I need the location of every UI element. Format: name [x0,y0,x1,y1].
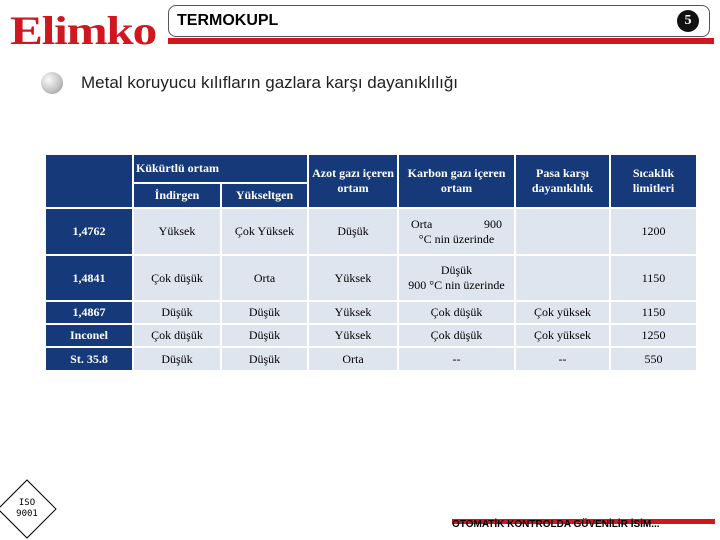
gas-resistance-table [44,153,698,372]
slide-subtitle: Metal koruyucu kılıfların gazlara karşı dayanıklılığı [81,73,458,92]
row-label: 1,4867 [45,301,133,324]
cell-oxidizing: Düşük [221,347,308,371]
table-row [45,347,697,371]
row-label: St. 35.8 [45,347,133,371]
header-sulfur-environment: Kükürtlü ortam [133,154,308,183]
header-oxidizing: Yükseltgen [221,183,308,208]
cell-oxidizing: Çok Yüksek [221,208,308,255]
iso-badge [6,498,48,520]
title-box [168,5,710,37]
cell-reducing: Çok düşük [133,255,221,301]
cell-slag: Çok yüksek [515,301,610,324]
elimko-logo [10,12,158,48]
cell-slag: Çok yüksek [515,324,610,347]
cell-slag [515,255,610,301]
cell-temperature: 1150 [610,301,697,324]
cell-oxidizing: Orta [221,255,308,301]
cell-nitrogen: Düşük [308,208,398,255]
cell-reducing: Düşük [133,347,221,371]
cell-oxidizing: Düşük [221,301,308,324]
footer-slogan: OTOMATİK KONTROLDA GÜVENİLİR İSİM... [452,519,660,530]
cell-reducing: Düşük [133,301,221,324]
table-row [45,324,697,347]
table-row [45,301,697,324]
cell-slag: -- [515,347,610,371]
cell-carbon: Çok düşük [398,301,515,324]
cell-temperature: 1200 [610,208,697,255]
cell-nitrogen: Orta [308,347,398,371]
cell-reducing: Çok düşük [133,324,221,347]
cell-carbon [398,208,515,255]
cell-nitrogen: Yüksek [308,255,398,301]
header-slag-resistance: Pasa karşı dayanıklılık [515,154,610,208]
cell-carbon-temp: 900 [484,216,503,231]
table-row [45,255,697,301]
header-nitrogen-gas: Azot gazı içeren ortam [308,154,398,208]
iso-badge-line2: 9001 [16,509,38,519]
cell-nitrogen: Yüksek [308,301,398,324]
cell-slag [515,208,610,255]
cell-carbon [398,255,515,301]
cell-carbon-note: 900 °C nin üzerinde [408,278,505,292]
iso-badge-line1: ISO [18,498,36,508]
page-number-badge: 5 [677,10,699,32]
cell-carbon-level: Orta [411,216,433,231]
cell-temperature: 550 [610,347,697,371]
cell-reducing: Yüksek [133,208,221,255]
cell-oxidizing: Düşük [221,324,308,347]
page-title: TERMOKUPL [177,12,279,29]
corner-header [45,154,133,208]
cell-carbon-note: °C nin üzerinde [418,231,495,246]
row-label: 1,4762 [45,208,133,255]
header-carbon-gas: Karbon gazı içeren ortam [398,154,515,208]
cell-carbon-level: Düşük [440,263,473,277]
cell-nitrogen: Yüksek [308,324,398,347]
header-reducing: İndirgen [133,183,221,208]
table-row [45,208,697,255]
header-temperature-limits: Sıcaklık limitleri [610,154,697,208]
row-label: Inconel [45,324,133,347]
cell-temperature: 1250 [610,324,697,347]
cell-carbon: Çok düşük [398,324,515,347]
row-label: 1,4841 [45,255,133,301]
cell-temperature: 1150 [610,255,697,301]
header-red-bar [168,38,714,44]
cell-carbon: -- [398,347,515,371]
logo-text: Elimko [10,12,156,48]
bullet-icon [41,72,63,94]
